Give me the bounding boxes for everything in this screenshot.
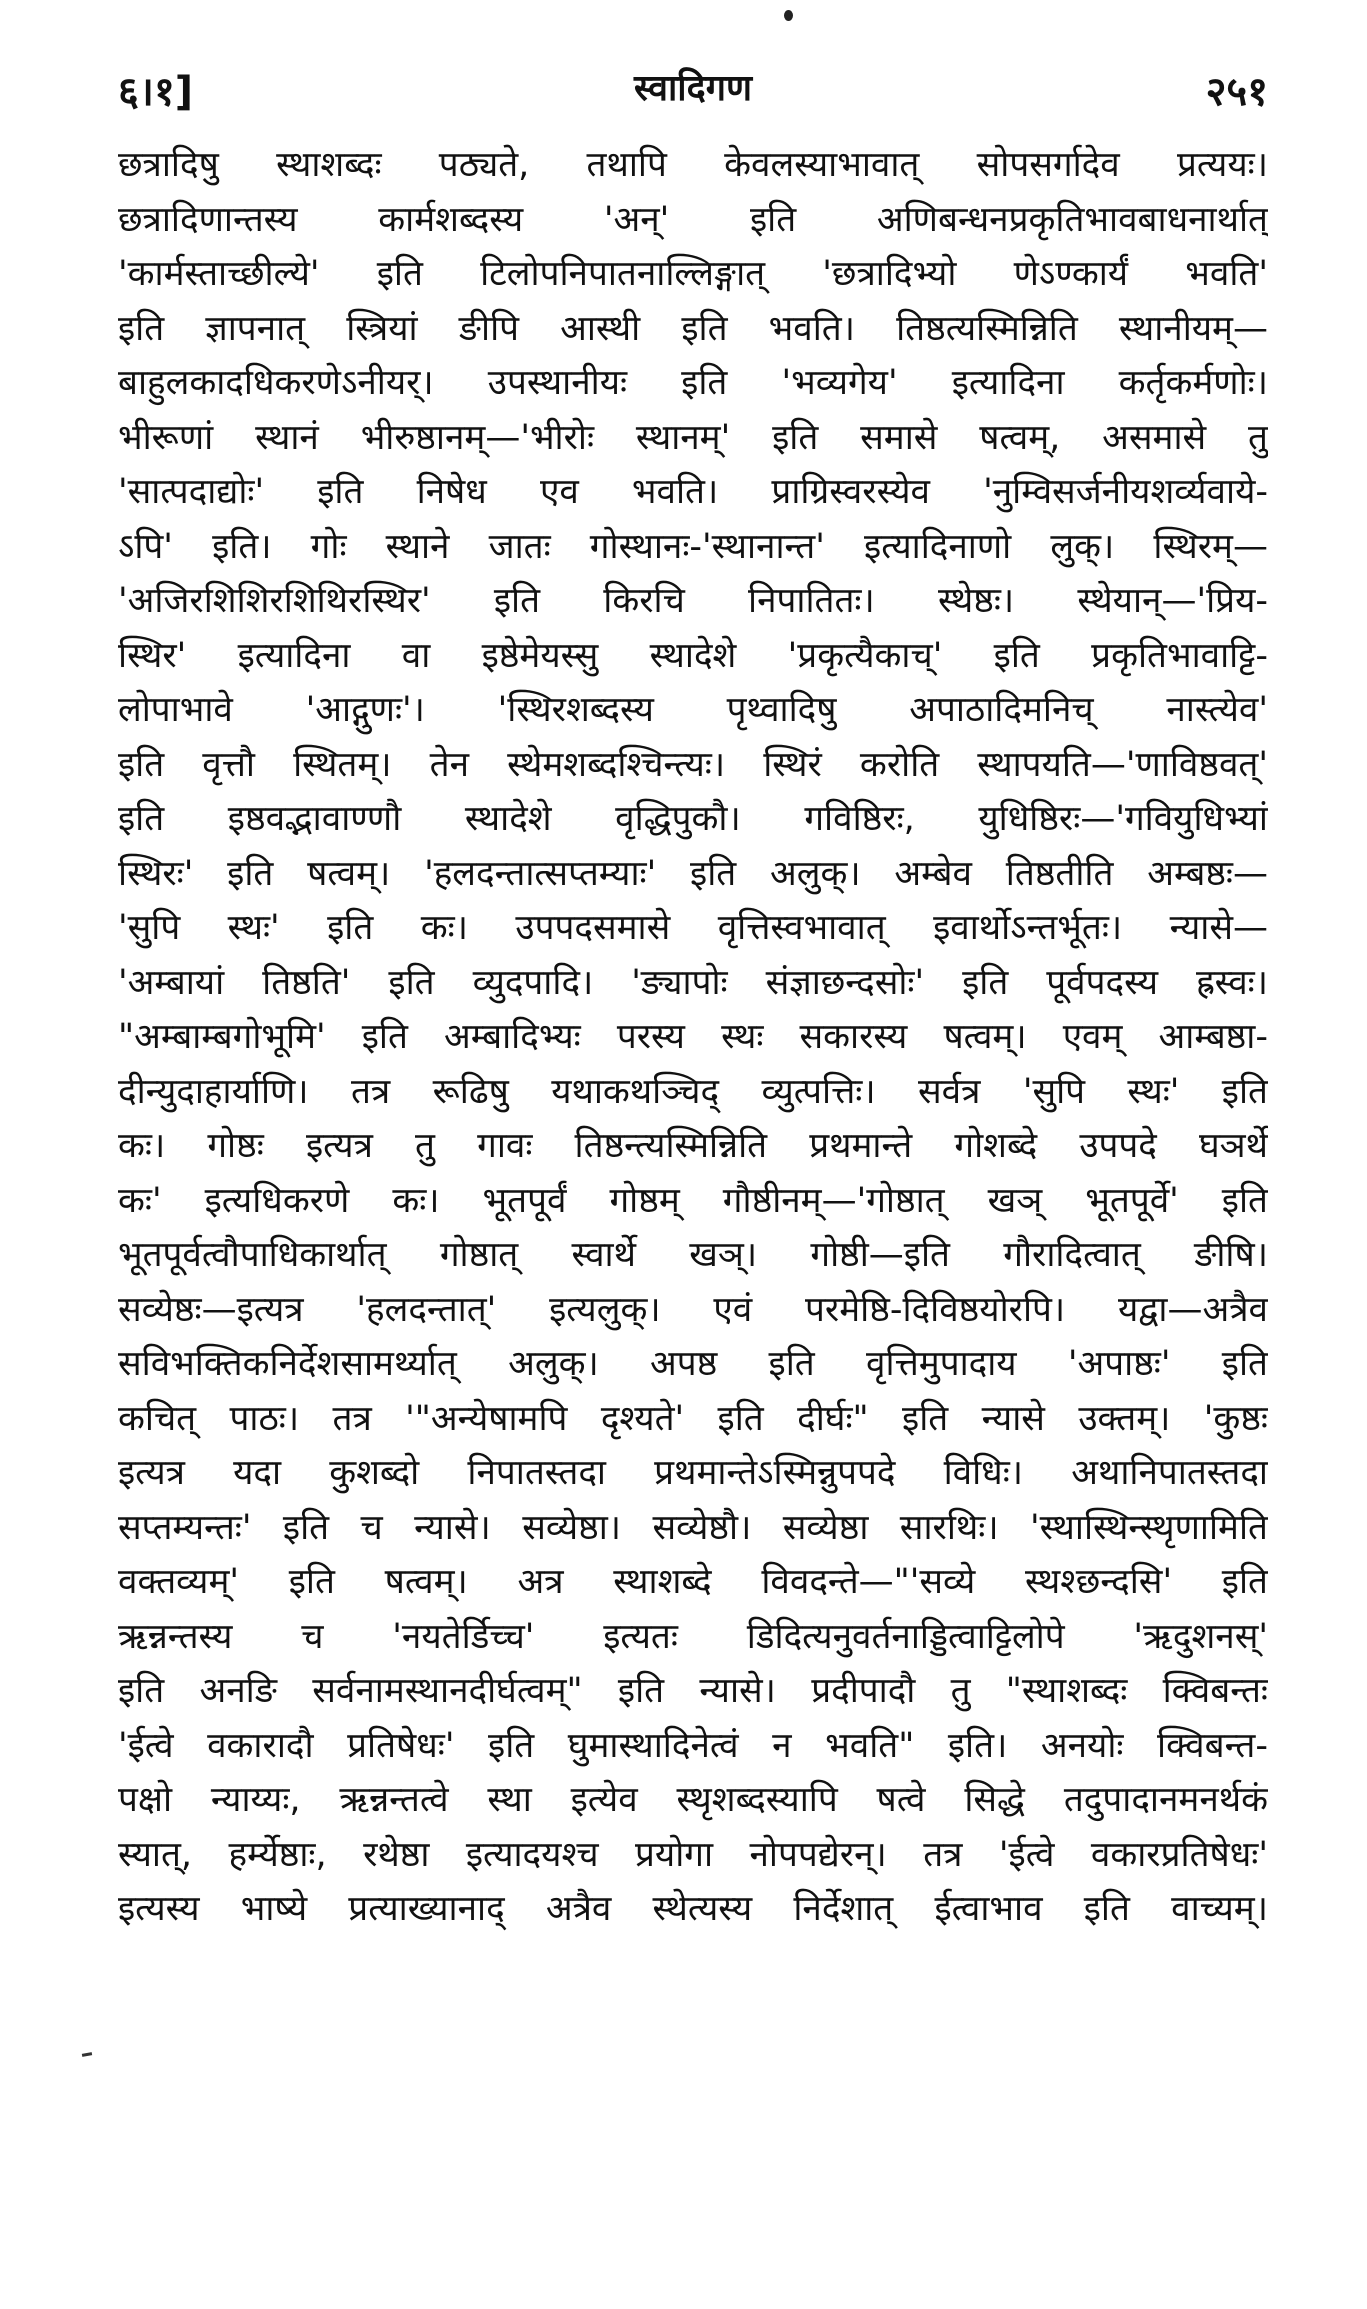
body-text	[118, 138, 1268, 1937]
text-line: कचित् पाठः। तत्र '"अन्येषामपि दृश्यते' इति दीर्घः" इति न्यासे उक्तम्। 'कुष्ठः	[118, 1398, 1268, 1439]
text-line: कः। गोष्ठः इत्यत्र तु गावः तिष्ठन्त्यस्मिन्निति प्रथमान्ते गोशब्दे उपपदे घञर्थे	[118, 1126, 1268, 1166]
text-line: बाहुलकादधिकरणेऽनीयर्। उपस्थानीयः इति 'भव्यगेय' इत्यादिना कर्तृकर्मणोः।	[118, 363, 1268, 403]
text-line: ऽपि' इति। गोः स्थाने जातः गोस्थानः-'स्थानान्त' इत्यादिनाणो लुक्। स्थिरम्—	[118, 526, 1268, 567]
section-reference: ६।१]	[118, 69, 194, 115]
text-line: स्यात्, हर्म्येष्ठाः, रथेष्ठा इत्यादयश्च प्रयोगा नोपपद्येरन्। तत्र 'ईत्वे वकारप्रतिषेधः'	[118, 1834, 1268, 1875]
text-line: कः' इत्यधिकरणे कः। भूतपूर्वं गोष्ठम् गौष्ठीनम्—'गोष्ठात् खञ् भूतपूर्वे' इति	[118, 1180, 1268, 1221]
text-line: "अम्बाम्बगोभूमि' इति अम्बादिभ्यः परस्य स्थः सकारस्य षत्वम्। एवम् आम्बष्ठा-	[118, 1017, 1268, 1057]
margin-mark	[82, 2052, 92, 2057]
text-line: 'सात्पदाद्योः' इति निषेध एव भवति। प्राग्रिस्वरस्येव 'नुम्विसर्जनीयशर्व्यवाये-	[118, 472, 1268, 512]
text-line: सव्येष्ठः—इत्यत्र 'हलदन्तात्' इत्यलुक्। एवं परमेष्ठि-दिविष्ठयोरपि। यद्वा—अत्रैव	[118, 1289, 1268, 1330]
text-line: स्थिर' इत्यादिना वा इष्ठेमेयस्सु स्थादेशे 'प्रकृत्यैकाच्' इति प्रकृतिभावाट्टि-	[118, 635, 1268, 676]
text-line: ऋन्नन्तस्य च 'नयतेर्डिच्च' इत्यतः डिदित्यनुवर्तनाड्डित्वाट्टिलोपे 'ऋदुशनस्'	[118, 1616, 1268, 1657]
running-header	[118, 62, 1268, 122]
text-line: पक्षो न्याय्यः, ऋन्नन्तत्वे स्था इत्येव स्थृशब्दस्यापि षत्वे सिद्धे तदुपादानमनर्थकं	[118, 1780, 1268, 1820]
running-title: स्वादिगण	[633, 68, 753, 109]
text-line: भीरूणां स्थानं भीरुष्ठानम्—'भीरोः स्थानम्' इति समासे षत्वम्, असमासे तु	[118, 417, 1268, 458]
text-line: छत्रादिणान्तस्य कार्मशब्दस्य 'अन्' इति अणिबन्धनप्रकृतिभावबाधनार्थात्	[118, 199, 1268, 240]
text-line: दीन्युदाहार्याणि। तत्र रूढिषु यथाकथञ्चिद् व्युत्पत्तिः। सर्वत्र 'सुपि स्थः' इति	[118, 1071, 1268, 1112]
page-number: २५१	[1205, 69, 1268, 115]
text-line: स्थिरः' इति षत्वम्। 'हलदन्तात्सप्तम्याः' इति अलुक्। अम्बेव तिष्ठतीति अम्बष्ठः—	[118, 853, 1268, 894]
text-line: इति ज्ञापनात् स्त्रियां ङीपि आस्थी इति भवति। तिष्ठत्यस्मिन्निति स्थानीयम्—	[118, 308, 1268, 349]
text-line: इति अनङि सर्वनामस्थानदीर्घत्वम्" इति न्यासे। प्रदीपादौ तु "स्थाशब्दः क्विबन्तः	[118, 1671, 1268, 1711]
text-line: लोपाभावे 'आद्गुणः'। 'स्थिरशब्दस्य पृथ्वादिषु अपाठादिमनिच् नास्त्येव'	[118, 690, 1268, 730]
text-line: भूतपूर्वत्वौपाधिकार्थात् गोष्ठात् स्वार्थे खञ्। गोष्ठी—इति गौरादित्वात् ङीषि।	[118, 1235, 1268, 1275]
text-line: सविभक्तिकनिर्देशसामर्थ्यात् अलुक्। अपष्ठ इति वृत्तिमुपादाय 'अपाष्ठः' इति	[118, 1344, 1268, 1384]
text-line: 'अम्बायां तिष्ठति' इति व्युदपादि। 'ङ्यापोः संज्ञाछन्दसोः' इति पूर्वपदस्य ह्रस्वः।	[118, 962, 1268, 1003]
text-line: वक्तव्यम्' इति षत्वम्। अत्र स्थाशब्दे विवदन्ते—"'सव्ये स्थश्छन्दसि' इति	[118, 1562, 1268, 1602]
text-line: इत्यस्य भाष्ये प्रत्याख्यानाद् अत्रैव स्थेत्यस्य निर्देशात् ईत्वाभाव इति वाच्यम्।	[118, 1889, 1268, 1929]
text-line: 'अजिरशिशिरशिथिरस्थिर' इति किरचि निपातितः। स्थेष्ठः। स्थेयान्—'प्रिय-	[118, 581, 1268, 621]
text-line: सप्तम्यन्तः' इति च न्यासे। सव्येष्ठा। सव्येष्ठौ। सव्येष्ठा सारथिः। 'स्थास्थिन्स्थृणामिति	[118, 1507, 1268, 1548]
text-line: 'ईत्वे वकारादौ प्रतिषेधः' इति घुमास्थादिनेत्वं न भवति" इति। अनयोः क्विबन्त-	[118, 1725, 1268, 1766]
text-line: छत्रादिषु स्थाशब्दः पठ्यते, तथापि केवलस्याभावात् सोपसर्गादेव प्रत्ययः।	[118, 145, 1268, 185]
ink-dot	[784, 10, 793, 21]
text-line: 'कार्मस्ताच्छील्ये' इति टिलोपनिपातनाल्लिङ्गात् 'छत्रादिभ्यो णेऽण्कार्यं भवति'	[118, 254, 1268, 294]
text-line: इत्यत्र यदा कुशब्दो निपातस्तदा प्रथमान्तेऽस्मिन्नुपपदे विधिः। अथानिपातस्तदा	[118, 1453, 1268, 1493]
text-line: 'सुपि स्थः' इति कः। उपपदसमासे वृत्तिस्वभावात् इवार्थोऽन्तर्भूतः। न्यासे—	[118, 908, 1268, 948]
text-line: इति वृत्तौ स्थितम्। तेन स्थेमशब्दश्चिन्त्यः। स्थिरं करोति स्थापयति—'णाविष्ठवत्'	[118, 744, 1268, 785]
text-line: इति इष्ठवद्भावाण्णौ स्थादेशे वृद्धिपुकौ। गविष्ठिरः, युधिष्ठिरः—'गवियुधिभ्यां	[118, 799, 1268, 839]
